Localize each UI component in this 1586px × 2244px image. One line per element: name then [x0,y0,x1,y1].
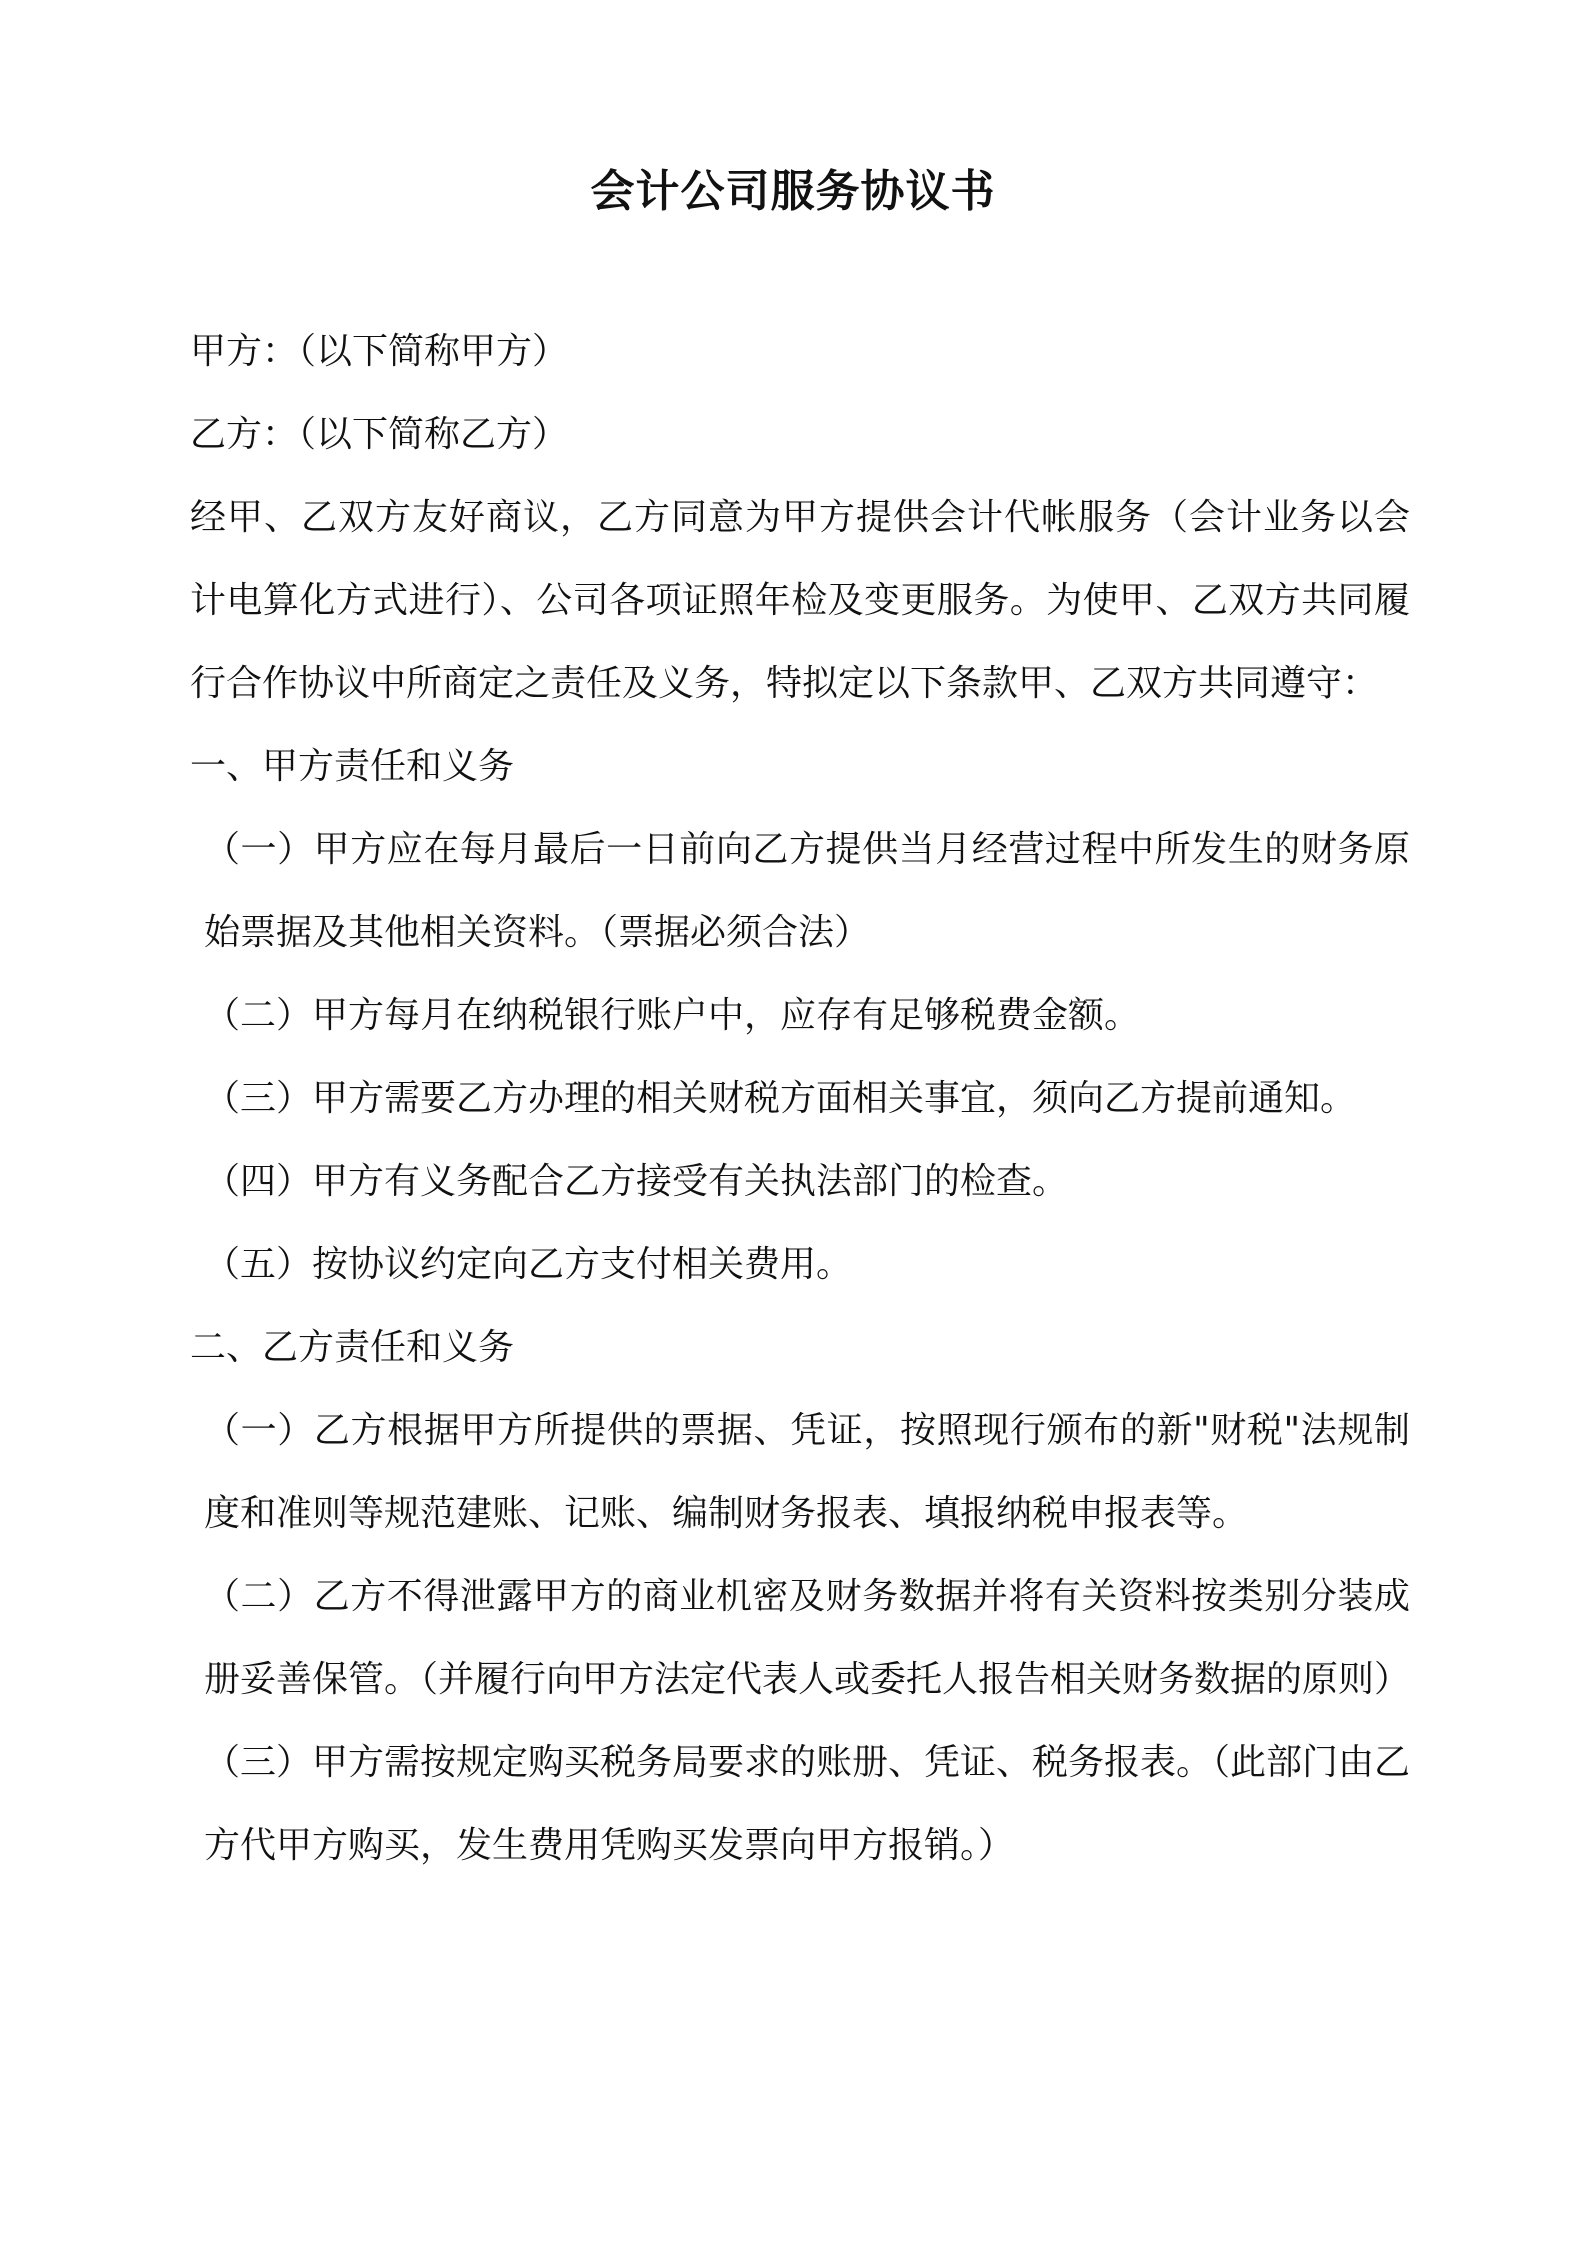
section-1-heading: 一、甲方责任和义务 [190,746,515,787]
intro-paragraph: 经甲、乙双方友好商议，乙方同意为甲方提供会计代帐服务（会计业务以会计电算化方式进行）、公司各项证照年检及变更服务。为使甲、乙双方共同履行合作协议中所商定之责任及义务，特拟定以下条款甲、乙双方共同遵守： [190,497,1410,704]
party-a-line: 甲方：（以下简称甲方） [190,331,569,372]
section-2-item: （二）乙方不得泄露甲方的商业机密及财务数据并将有关资料按类别分装成册妥善保管。（并履行向甲方法定代表人或委托人报告相关财务数据的原则） [204,1576,1411,1700]
section-2-item: （一）乙方根据甲方所提供的票据、凭证，按照现行颁布的新"财税"法规制度和准则等规范建账、记账、编制财务报表、填报纳税申报表等。 [204,1410,1410,1534]
section-1-item: （四）甲方有义务配合乙方接受有关执法部门的检查。 [204,1161,1069,1202]
section-1-item: （三）甲方需要乙方办理的相关财税方面相关事宜，须向乙方提前通知。 [204,1078,1357,1119]
section-1-item: （二）甲方每月在纳税银行账户中，应存有足够税费金额。 [204,995,1141,1036]
section-2-heading: 二、乙方责任和义务 [190,1327,515,1368]
document-body [190,310,1410,1887]
section-2-item: （三）甲方需按规定购买税务局要求的账册、凭证、税务报表。（此部门由乙方代甲方购买，发生费用凭购买发票向甲方报销。） [204,1742,1411,1866]
document-title: 会计公司服务协议书 [590,166,996,217]
section-1-item: （五）按协议约定向乙方支付相关费用。 [204,1244,853,1285]
party-b-line: 乙方：（以下简称乙方） [190,414,569,455]
section-1-item: （一）甲方应在每月最后一日前向乙方提供当月经营过程中所发生的财务原始票据及其他相关资料。（票据必须合法） [204,829,1410,953]
